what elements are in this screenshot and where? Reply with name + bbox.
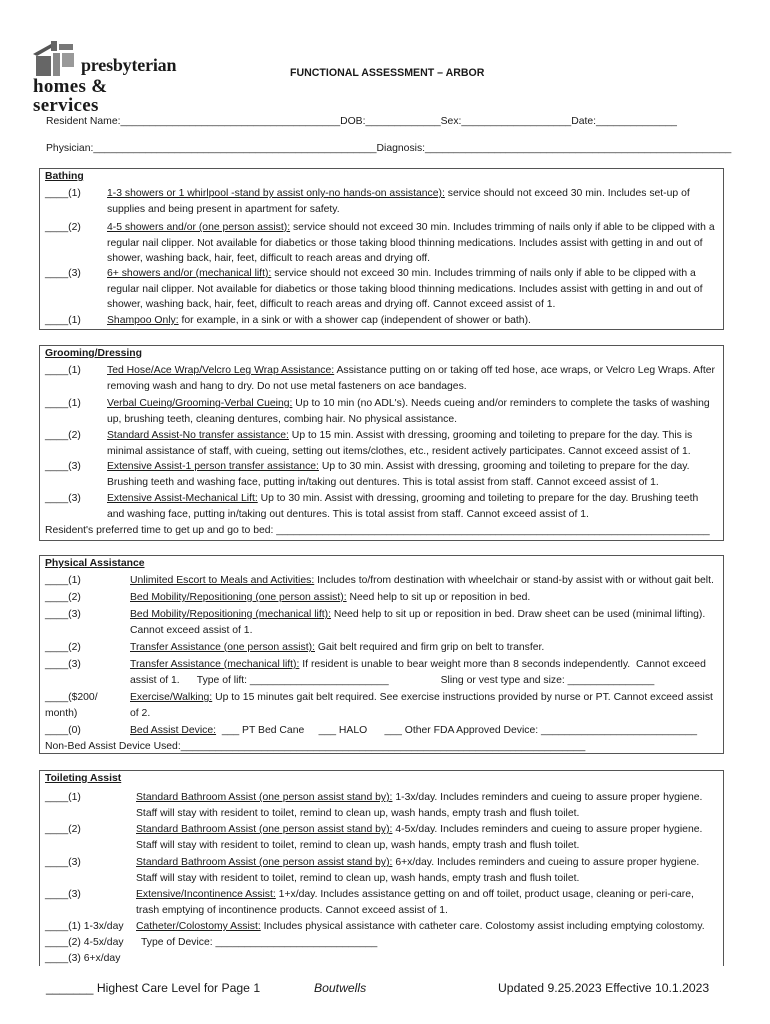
level-blank: ____(3) <box>45 461 81 472</box>
bathing-section: Bathing ____(1) 1-3 showers or 1 whirlpool -stand by assist only-no hands-on assistance): service should not exceed 30 min. Includes set-up of supplies and being present in apartment for safety. ____(2) 4-5 showers and/or (one person assist): service should not exceed 30 min. Includes trimming of nails only if able to be clipped with a regular nail clipper. Not available for diabetics or those taking blood thinning medications. Includes assist with getting in and out of shower, washing back, hair, feet, difficult to reach areas and drying off. ____(3) 6+ showers and/or (mechanical lift): service should not exceed 30 min. Includes trimming of nails only if able to be clipped with a regular nail clipper. Not available for diabetics or those taking blood thinning medications. Includes assist with getting in and out of shower, washing back, hair, feet, difficult to reach areas and drying off. Cannot exceed assist of 1. ____(1) Shampoo Only: for example, in a sink or with a shower cap (independent of shower or bath). <box>39 168 724 330</box>
level-blank: ____(2) 4-5x/day <box>45 937 124 948</box>
level-blank: ____(3) <box>45 609 81 620</box>
section-title: Bathing <box>45 171 84 182</box>
level-blank: ____(3) <box>45 493 81 504</box>
level-blank: ____(1) 1-3x/day <box>45 921 124 932</box>
level-blank: ____(1) <box>45 315 81 326</box>
level-blank: ____(2) <box>45 222 81 233</box>
level-blank: ____(3) <box>45 268 81 279</box>
level-blank: ____(1) <box>45 792 81 803</box>
level-blank: ____(3) <box>45 857 81 868</box>
section-title: Toileting Assist <box>45 773 122 784</box>
preferred-time-line: Resident's preferred time to get up and go to bed: ___________________________________________________________________________ <box>45 525 710 536</box>
physician-line: Physician:_________________________________________________Diagnosis:_____________________________________________________ <box>46 143 732 154</box>
level-blank: ____(2) <box>45 430 81 441</box>
level-blank: ____($200/ <box>45 692 98 703</box>
level-blank: ____(0) <box>45 725 81 736</box>
section-title: Physical Assistance <box>45 558 145 569</box>
level-blank: ____(2) <box>45 642 81 653</box>
toileting-section: Toileting Assist ____(1) Standard Bathroom Assist (one person assist stand by): 1-3x/day. Includes reminders and cueing to assure proper hygiene. Staff will stay with resident to toilet, remind to clean up, wash hands, empty trash and flush toilet. ____(2) Standard Bathroom Assist (one person assist stand by): 4-5x/day. Includes reminders and cueing to assure proper hygiene. Staff will stay with resident to toilet, remind to clean up, wash hands, empty trash and flush toilet. ____(3) Standard Bathroom Assist (one person assist stand by): 6+x/day. Includes reminders and cueing to assure proper hygiene. Staff will stay with resident to toilet, remind to clean up, wash hands, empty trash and flush toilet. ____(3) Extensive/Incontinence Assist: 1+x/day. Includes assistance getting on and off toilet, product usage, cleaning or peri-care, trash emptying of incontinence products. Cannot exceed assist of 1. ____(1) 1-3x/day Catheter/Colostomy Assist: Includes physical assistance with catheter care. Colostomy assist including emptying colostomy. Type of Device: ____________________________ ____(2) 4-5x/day ____(3) 6+x/day <box>39 770 724 966</box>
level-blank: ____(1) <box>45 188 81 199</box>
level-blank: ____(3) 6+x/day <box>45 953 121 964</box>
document-title: FUNCTIONAL ASSESSMENT – ARBOR <box>290 67 485 79</box>
logo-mark-icon <box>31 40 77 76</box>
community-name: Boutwells <box>314 981 367 995</box>
device-type-line: Type of Device: ____________________________ <box>141 937 378 948</box>
highest-care-level-line: _______ Highest Care Level for Page 1 <box>46 981 261 995</box>
logo <box>31 40 177 116</box>
revision-date: Updated 9.25.2023 Effective 10.1.2023 <box>498 981 710 995</box>
level-blank: ____(3) <box>45 659 81 670</box>
logo-line-2: homes & services <box>33 76 108 116</box>
level-blank: ____(1) <box>45 365 81 376</box>
level-blank: ____(3) <box>45 889 81 900</box>
level-blank: ____(1) <box>45 398 81 409</box>
level-blank: ____(2) <box>45 592 81 603</box>
level-blank: ____(1) <box>45 575 81 586</box>
logo-line-1: presbyterian <box>81 55 177 75</box>
grooming-section: Grooming/Dressing ____(1) Ted Hose/Ace Wrap/Velcro Leg Wrap Assistance: Assistance putting on or taking off ted hose, ace wraps, or Velcro Leg Wraps. After removing wash and hang to dry. Do not use metal fasteners on ace bandages. ____(1) Verbal Cueing/Grooming-Verbal Cueing: Up to 10 min (no ADL's). Needs cueing and/or reminders to complete the tasks of washing up, brushing teeth, cleaning dentures, combing hair. No physical assistance. ____(2) Standard Assist-No transfer assistance: Up to 15 min. Assist with dressing, grooming and toileting to prepare for the day. This is minimal assistance of staff, with cueing, setting out items/clothes, etc., resident actively participates. Cannot exceed assist of 1. ____(3) Extensive Assist-1 person transfer assistance: Up to 30 min. Assist with dressing, grooming and toileting to prepare for the day. Brushing teeth and washing face, putting in/taking out dentures. This is total assist from staff. Cannot exceed assist of 1. ____(3) Extensive Assist-Mechanical Lift: Up to 30 min. Assist with dressing, grooming and toileting to prepare for the day. Brushing teeth and washing face, putting in/taking out dentures. This is total assist from staff. Cannot exceed assist of 1. Resident's preferred time to get up and go to bed: ___________________________________________________________________________ <box>39 345 724 541</box>
level-blank-cont: month) <box>45 708 78 719</box>
non-bed-device-line: Non-Bed Assist Device Used:______________________________________________________________________ <box>45 741 586 752</box>
section-title: Grooming/Dressing <box>45 348 142 359</box>
level-blank: ____(2) <box>45 824 81 835</box>
resident-info-line: Resident Name:______________________________________DOB:_____________Sex:___________________Date:______________ <box>46 116 677 127</box>
physical-assistance-section: Physical Assistance ____(1) Unlimited Escort to Meals and Activities: Includes to/from destination with wheelchair or stand-by assist with or without gait belt. ____(2) Bed Mobility/Repositioning (one person assist): Need help to sit up or reposition in bed. ____(3) Bed Mobility/Repositioning (mechanical lift): Need help to sit up or reposition in bed. Draw sheet can be used (minimal lifting). Cannot exceed assist of 1. ____(2) Transfer Assistance (one person assist): Gait belt required and firm grip on belt to transfer. ____(3) Transfer Assistance (mechanical lift): If resident is unable to bear weight more than 8 seconds independently. Cannot exceed assist of 1. Type of lift: ________________________ Sling or vest type and size: _______________ ____($200/ month) Exercise/Walking: Up to 15 minutes gait belt required. See exercise instructions provided by nurse or PT. Cannot exceed assist of 2. ____(0) Bed Assist Device: ___ PT Bed Cane ___ HALO ___ Other FDA Approved Device: ___________________________ Non-Bed Assist Device Used:______________________________________________________________________ <box>39 555 724 754</box>
